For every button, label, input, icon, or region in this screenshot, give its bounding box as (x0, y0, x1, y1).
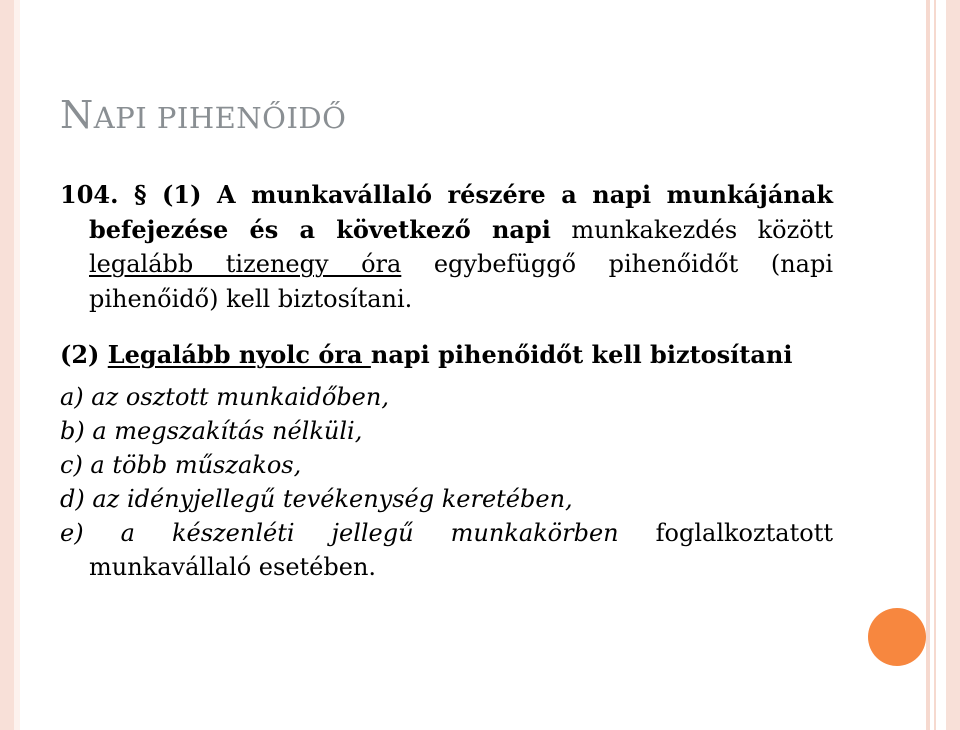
slide-body (60, 178, 833, 584)
paragraph-1-text-before: munkakezdés között (550, 215, 833, 244)
list-item-e-italic: e) a készenléti jellegű munkakörben (60, 519, 619, 547)
left-frame-border (0, 0, 14, 730)
list-item-d: d) az idényjellegű tevékenység keretében, (60, 485, 573, 513)
paragraph-1-text-after: egybefüggő pihenőidőt (napi pihenőidő) kell biztosítani. (89, 250, 834, 313)
paragraph-2-underlined: Legalább nyolc óra (107, 340, 371, 369)
list-item-b: b) a megszakítás nélküli, (60, 417, 363, 445)
accent-circle (868, 608, 926, 666)
title-rest: API PIHENŐIDŐ (93, 101, 347, 135)
paragraph-1 (60, 178, 833, 316)
list-item-e (60, 516, 833, 584)
paragraph-2 (60, 338, 833, 372)
right-frame-line (926, 0, 930, 730)
list-item-a: a) az osztott munkaidőben, (60, 383, 389, 411)
paragraph-2-label: (2) (60, 340, 108, 369)
title-initial: N (60, 93, 94, 137)
list-item-e-roman: foglalkoztatott munkavállaló esetében. (89, 519, 833, 581)
list-item-c: c) a több műszakos, (60, 451, 302, 479)
list (60, 380, 833, 584)
paragraph-2-rest: napi pihenőidőt kell biztosítani (370, 340, 793, 369)
paragraph-1-underlined: legalább tizenegy óra (89, 250, 402, 278)
right-frame-line-thin (934, 0, 936, 730)
paragraph-1-bold: 104. § (1) A munkavállaló részére a napi munkájának befejezése és a következő napi (60, 180, 833, 244)
right-frame-border (946, 0, 960, 730)
left-frame-inner-border (14, 0, 20, 730)
slide-title (60, 93, 347, 137)
